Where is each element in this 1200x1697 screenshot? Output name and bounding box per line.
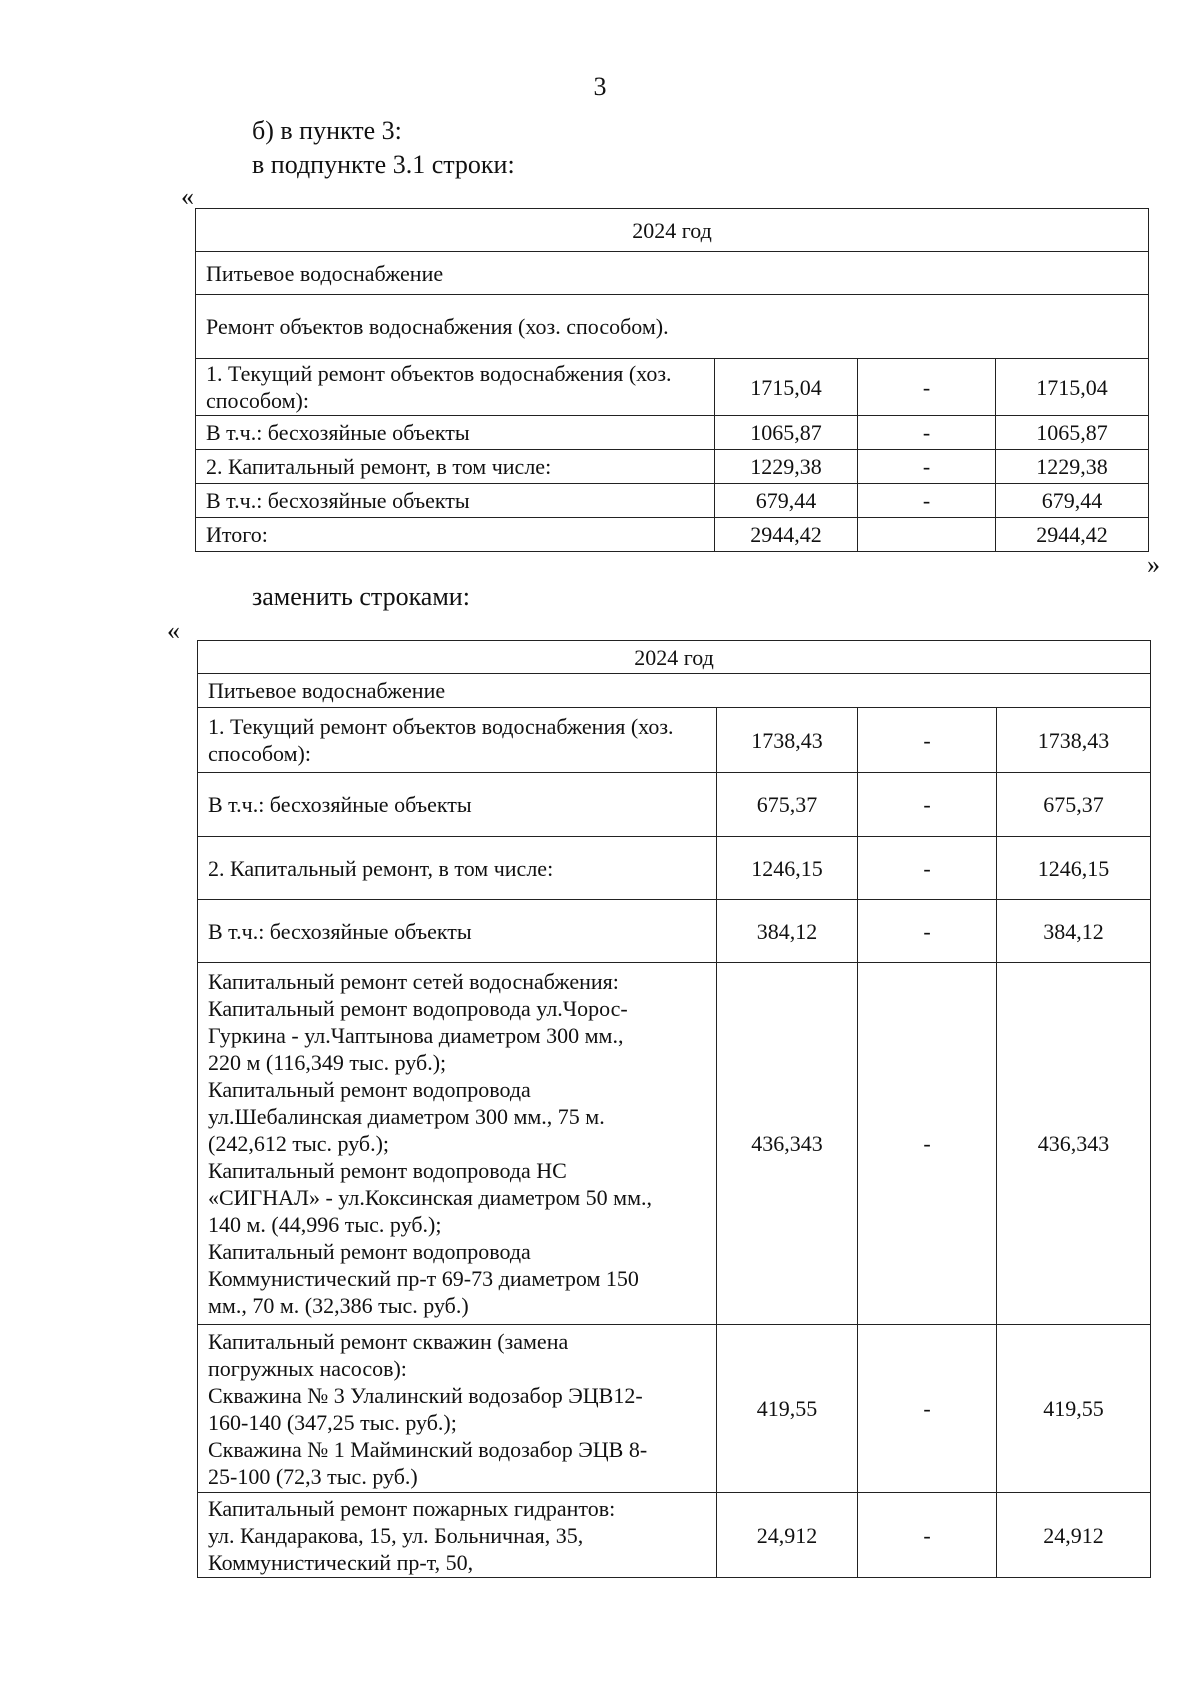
table-row	[198, 837, 1151, 900]
row-value-3: 679,44	[996, 484, 1149, 518]
intro-line-1: б) в пункте 3:	[252, 116, 402, 145]
row-value-1: 1715,04	[715, 359, 858, 416]
row-value-2: -	[858, 450, 996, 484]
row-value-2	[858, 518, 996, 552]
row-value-2: -	[858, 484, 996, 518]
row-value-1: 1738,43	[717, 708, 858, 773]
open-quote-2: «	[167, 616, 180, 645]
section-title: Питьевое водоснабжение	[198, 674, 1151, 708]
table-row	[198, 1493, 1151, 1578]
row-value-1: 679,44	[715, 484, 858, 518]
row-value-2: -	[858, 900, 997, 963]
pipe-repair-description: Капитальный ремонт сетей водоснабжения: Капитальный ремонт водопровода ул.Чорос- Гуркина - ул.Чаптынова диаметром 300 мм., 220 м (116,349 тыс. руб.); Капитальный ремонт водопровода ул.Шебалинская диаметром 300 мм., 75 м. (242,612 тыс. руб.); Капитальный ремонт водопровода НС «СИГНАЛ» - ул.Коксинская диаметром 50 мм., 140 м. (44,996 тыс. руб.); Капитальный ремонт водопровода Коммунистический пр-т 69-73 диаметром 150 мм., 70 м. (32,386 тыс. руб.)	[198, 963, 717, 1325]
row-name: Итого:	[196, 518, 715, 552]
page-number: 3	[593, 72, 607, 101]
old-rows-table	[195, 208, 1149, 552]
row-value-1: 2944,42	[715, 518, 858, 552]
table-row	[198, 773, 1151, 837]
row-value-3: 675,37	[997, 773, 1151, 837]
row-value-1: 1065,87	[715, 416, 858, 450]
row-name: В т.ч.: бесхозяйные объекты	[196, 484, 715, 518]
table-row	[198, 641, 1151, 674]
row-value-2: -	[858, 963, 997, 1325]
intro-line-2: в подпункте 3.1 строки:	[252, 150, 515, 179]
table-row	[196, 252, 1149, 295]
row-value-2: -	[858, 1325, 997, 1493]
row-value-1: 384,12	[717, 900, 858, 963]
row-name: 1. Текущий ремонт объектов водоснабжения (хоз. способом):	[196, 359, 715, 416]
table-row	[198, 900, 1151, 963]
replace-text: заменить строками:	[252, 582, 470, 611]
table-row	[196, 450, 1149, 484]
table-row	[196, 359, 1149, 416]
row-value-3: 1738,43	[997, 708, 1151, 773]
row-value-1: 1229,38	[715, 450, 858, 484]
row-value-1: 436,343	[717, 963, 858, 1325]
row-name: В т.ч.: бесхозяйные объекты	[198, 773, 717, 837]
table-row	[196, 484, 1149, 518]
table-row	[196, 416, 1149, 450]
row-value-3: 436,343	[997, 963, 1151, 1325]
table-row	[196, 295, 1149, 359]
close-quote: »	[1147, 550, 1160, 579]
section-title: Питьевое водоснабжение	[196, 252, 1149, 295]
row-value-1: 1246,15	[717, 837, 858, 900]
row-value-2: -	[858, 708, 997, 773]
row-value-3: 1229,38	[996, 450, 1149, 484]
row-name: 2. Капитальный ремонт, в том числе:	[196, 450, 715, 484]
new-rows-table	[197, 640, 1151, 1578]
well-repair-description: Капитальный ремонт скважин (замена погружных насосов): Скважина № 3 Улалинский водозабор ЭЦВ12- 160-140 (347,25 тыс. руб.); Скважина № 1 Майминский водозабор ЭЦВ 8- 25-100 (72,3 тыс. руб.)	[198, 1325, 717, 1493]
table-row	[198, 1325, 1151, 1493]
row-value-1: 675,37	[717, 773, 858, 837]
row-value-1: 419,55	[717, 1325, 858, 1493]
hydrant-repair-description: Капитальный ремонт пожарных гидрантов: ул. Кандаракова, 15, ул. Больничная, 35, Коммунистический пр-т, 50,	[198, 1493, 717, 1578]
subsection-title: Ремонт объектов водоснабжения (хоз. способом).	[196, 295, 1149, 359]
row-value-3: 2944,42	[996, 518, 1149, 552]
row-value-2: -	[858, 416, 996, 450]
row-value-2: -	[858, 359, 996, 416]
row-value-3: 1065,87	[996, 416, 1149, 450]
row-value-3: 419,55	[997, 1325, 1151, 1493]
row-value-1: 24,912	[717, 1493, 858, 1578]
row-value-2: -	[858, 1493, 997, 1578]
year-header: 2024 год	[198, 641, 1151, 674]
row-value-3: 24,912	[997, 1493, 1151, 1578]
row-name: В т.ч.: бесхозяйные объекты	[198, 900, 717, 963]
row-name: В т.ч.: бесхозяйные объекты	[196, 416, 715, 450]
row-value-3: 1715,04	[996, 359, 1149, 416]
table-row	[196, 209, 1149, 252]
row-value-2: -	[858, 773, 997, 837]
table-row	[198, 963, 1151, 1325]
table-row	[198, 674, 1151, 708]
table-row	[196, 518, 1149, 552]
row-value-3: 1246,15	[997, 837, 1151, 900]
table-row	[198, 708, 1151, 773]
row-name: 2. Капитальный ремонт, в том числе:	[198, 837, 717, 900]
year-header: 2024 год	[196, 209, 1149, 252]
row-value-3: 384,12	[997, 900, 1151, 963]
open-quote-1: «	[181, 182, 194, 211]
row-name: 1. Текущий ремонт объектов водоснабжения (хоз. способом):	[198, 708, 717, 773]
row-value-2: -	[858, 837, 997, 900]
